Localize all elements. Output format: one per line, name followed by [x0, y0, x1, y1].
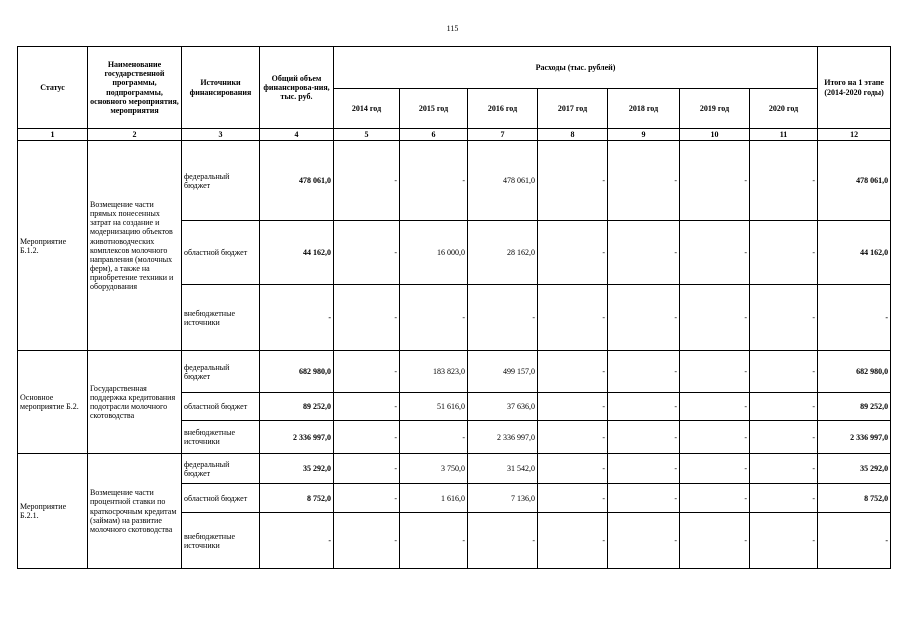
year-value-cell: 51 616,0: [400, 393, 468, 421]
stage-total-cell: 682 980,0: [818, 351, 891, 393]
total-cell: 2 336 997,0: [260, 421, 334, 454]
year-value-cell: -: [334, 141, 400, 221]
year-value-cell: -: [334, 421, 400, 454]
year-value-cell: -: [608, 285, 680, 351]
year-value-cell: -: [334, 484, 400, 513]
year-value-cell: -: [608, 513, 680, 569]
stage-total-cell: 8 752,0: [818, 484, 891, 513]
stage-total-cell: 35 292,0: [818, 454, 891, 484]
year-value-cell: -: [334, 454, 400, 484]
year-value-cell: -: [334, 393, 400, 421]
year-value-cell: -: [750, 484, 818, 513]
year-value-cell: -: [750, 141, 818, 221]
column-number: 10: [680, 129, 750, 141]
year-value-cell: 31 542,0: [468, 454, 538, 484]
year-value-cell: -: [680, 513, 750, 569]
year-value-cell: -: [538, 421, 608, 454]
column-number: 2: [88, 129, 182, 141]
column-number: 1: [18, 129, 88, 141]
year-value-cell: -: [400, 285, 468, 351]
stage-total-cell: -: [818, 285, 891, 351]
column-number: 9: [608, 129, 680, 141]
header-year: 2014 год: [334, 89, 400, 129]
year-value-cell: -: [400, 421, 468, 454]
year-value-cell: -: [750, 513, 818, 569]
year-value-cell: -: [680, 421, 750, 454]
table-row: [18, 454, 891, 484]
year-value-cell: -: [608, 393, 680, 421]
total-cell: 89 252,0: [260, 393, 334, 421]
table-row: [18, 351, 891, 393]
year-value-cell: -: [334, 351, 400, 393]
column-number: 8: [538, 129, 608, 141]
stage-total-cell: 89 252,0: [818, 393, 891, 421]
source-cell: внебюджетные источники: [182, 421, 260, 454]
page-number: 115: [446, 24, 459, 33]
year-value-cell: -: [750, 421, 818, 454]
year-value-cell: -: [400, 141, 468, 221]
year-value-cell: -: [608, 221, 680, 285]
header-year: 2015 год: [400, 89, 468, 129]
year-value-cell: -: [680, 454, 750, 484]
column-number: 4: [260, 129, 334, 141]
year-value-cell: -: [538, 513, 608, 569]
source-cell: федеральный бюджет: [182, 141, 260, 221]
stage-total-cell: 478 061,0: [818, 141, 891, 221]
source-cell: внебюджетные источники: [182, 513, 260, 569]
year-value-cell: -: [680, 351, 750, 393]
total-cell: -: [260, 513, 334, 569]
stage-total-cell: 44 162,0: [818, 221, 891, 285]
source-cell: областной бюджет: [182, 221, 260, 285]
header-sources: Источники финансирования: [182, 47, 260, 129]
total-cell: 8 752,0: [260, 484, 334, 513]
year-value-cell: -: [608, 141, 680, 221]
header-total: Общий объем финансирова-ния, тыс. руб.: [260, 47, 334, 129]
header-year: 2020 год: [750, 89, 818, 129]
column-number: 3: [182, 129, 260, 141]
year-value-cell: 499 157,0: [468, 351, 538, 393]
year-value-cell: 1 616,0: [400, 484, 468, 513]
name-cell: Возмещение части процентной ставки по краткосрочным кредитам (займам) на развитие молочного скотоводства: [88, 454, 182, 569]
year-value-cell: 478 061,0: [468, 141, 538, 221]
source-cell: внебюджетные источники: [182, 285, 260, 351]
column-number: 7: [468, 129, 538, 141]
source-cell: федеральный бюджет: [182, 351, 260, 393]
year-value-cell: -: [680, 484, 750, 513]
total-cell: -: [260, 285, 334, 351]
column-number: 12: [818, 129, 891, 141]
year-value-cell: -: [680, 221, 750, 285]
column-number: 5: [334, 129, 400, 141]
year-value-cell: 16 000,0: [400, 221, 468, 285]
year-value-cell: -: [468, 513, 538, 569]
header-status: Статус: [18, 47, 88, 129]
source-cell: федеральный бюджет: [182, 454, 260, 484]
header-stage-total: Итого на 1 этапе (2014-2020 годы): [818, 47, 891, 129]
year-value-cell: 183 823,0: [400, 351, 468, 393]
year-value-cell: -: [538, 454, 608, 484]
header-expenses: Расходы (тыс. рублей): [334, 47, 818, 89]
year-value-cell: -: [468, 285, 538, 351]
year-value-cell: -: [538, 351, 608, 393]
year-value-cell: -: [750, 454, 818, 484]
year-value-cell: 7 136,0: [468, 484, 538, 513]
year-value-cell: -: [334, 513, 400, 569]
year-value-cell: -: [608, 351, 680, 393]
year-value-cell: 28 162,0: [468, 221, 538, 285]
header-year: 2017 год: [538, 89, 608, 129]
year-value-cell: -: [680, 285, 750, 351]
stage-total-cell: 2 336 997,0: [818, 421, 891, 454]
header-year: 2016 год: [468, 89, 538, 129]
source-cell: областной бюджет: [182, 393, 260, 421]
year-value-cell: 3 750,0: [400, 454, 468, 484]
year-value-cell: -: [538, 221, 608, 285]
funding-table: [17, 46, 891, 569]
year-value-cell: -: [750, 351, 818, 393]
year-value-cell: -: [538, 285, 608, 351]
total-cell: 478 061,0: [260, 141, 334, 221]
year-value-cell: -: [680, 141, 750, 221]
year-value-cell: 2 336 997,0: [468, 421, 538, 454]
source-cell: областной бюджет: [182, 484, 260, 513]
total-cell: 44 162,0: [260, 221, 334, 285]
header-year: 2019 год: [680, 89, 750, 129]
column-number: 6: [400, 129, 468, 141]
year-value-cell: -: [680, 393, 750, 421]
column-number-row: [18, 129, 891, 141]
name-cell: Государственная поддержка кредитования подотрасли молочного скотоводства: [88, 351, 182, 454]
name-cell: Возмещение части прямых понесенных затрат на создание и модернизацию объектов животноводческих комплексов молочного направления (молочных ферм), а также на приобретение техники и оборудования: [88, 141, 182, 351]
header-year: 2018 год: [608, 89, 680, 129]
year-value-cell: -: [400, 513, 468, 569]
year-value-cell: -: [608, 484, 680, 513]
header-name: Наименование государственной программы, подпрограммы, основного мероприятия, мероприятия: [88, 47, 182, 129]
status-cell: Мероприятие Б.1.2.: [18, 141, 88, 351]
year-value-cell: -: [334, 285, 400, 351]
status-cell: Мероприятие Б.2.1.: [18, 454, 88, 569]
total-cell: 682 980,0: [260, 351, 334, 393]
year-value-cell: -: [538, 141, 608, 221]
year-value-cell: -: [608, 421, 680, 454]
year-value-cell: -: [334, 221, 400, 285]
total-cell: 35 292,0: [260, 454, 334, 484]
status-cell: Основное мероприятие Б.2.: [18, 351, 88, 454]
year-value-cell: -: [538, 393, 608, 421]
year-value-cell: -: [750, 285, 818, 351]
year-value-cell: 37 636,0: [468, 393, 538, 421]
table-row: [18, 141, 891, 221]
year-value-cell: -: [750, 221, 818, 285]
year-value-cell: -: [608, 454, 680, 484]
stage-total-cell: -: [818, 513, 891, 569]
year-value-cell: -: [750, 393, 818, 421]
year-value-cell: -: [538, 484, 608, 513]
column-number: 11: [750, 129, 818, 141]
